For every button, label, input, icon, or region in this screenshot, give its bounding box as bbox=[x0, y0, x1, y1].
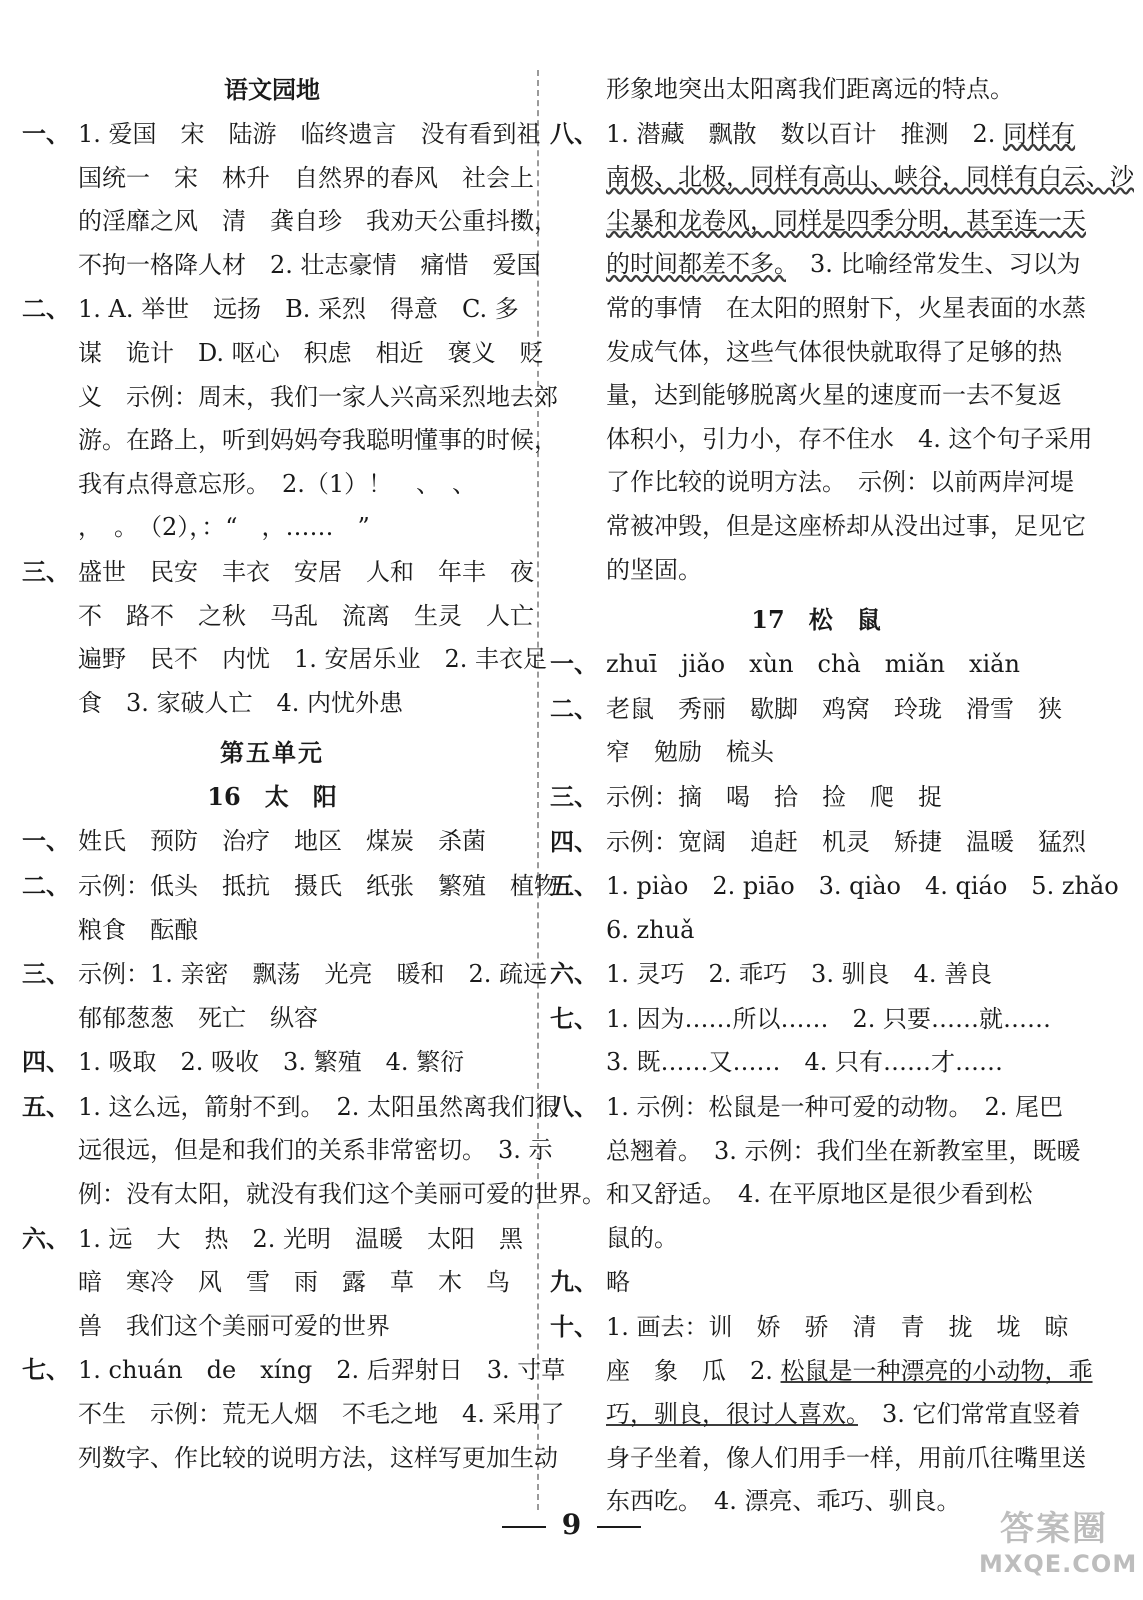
block-label: 一、 bbox=[22, 119, 70, 148]
answer-line: 窄 勉励 梳头 bbox=[606, 738, 774, 767]
right-column bbox=[550, 68, 1134, 1524]
block-label: 三、 bbox=[22, 959, 70, 989]
answer-line: 身子坐着，像人们用手一样，用前爪往嘴里送 bbox=[606, 1443, 1086, 1472]
answer-line: 兽 我们这个美丽可爱的世界 bbox=[78, 1311, 390, 1340]
answer-line: 的坚固。 bbox=[606, 555, 702, 584]
answer-line: 鼠的。 bbox=[606, 1223, 678, 1252]
answer-line: 示例：摘 喝 拾 捡 爬 捉 bbox=[606, 782, 942, 811]
answer-line: 暗 寒冷 风 雪 雨 露 草 木 鸟 bbox=[78, 1268, 510, 1297]
answer-line: 例：没有太阳，就没有我们这个美丽可爱的世界。 bbox=[78, 1180, 606, 1209]
answer-line: 1. 吸取 2. 吸收 3. 繁殖 4. 繁衍 bbox=[78, 1048, 465, 1077]
answer-line: 老鼠 秀丽 歇脚 鸡窝 玲珑 滑雪 狭 bbox=[606, 694, 1062, 723]
answer-line: 不生 示例：荒无人烟 不毛之地 4. 采用了 bbox=[78, 1400, 565, 1429]
block-label: 二、 bbox=[550, 693, 598, 723]
answer-line: zhuī jiǎo xùn chà miǎn xiǎn bbox=[606, 650, 1020, 679]
block-label: 六、 bbox=[22, 1223, 70, 1253]
page-number: 9 bbox=[561, 1508, 582, 1541]
block-label: 四、 bbox=[22, 1047, 70, 1077]
lesson-17-answers bbox=[550, 642, 1119, 1524]
answer-line: 列数字、作比较的说明方法，这样写更加生动 bbox=[78, 1443, 558, 1472]
answer-line: 示例：1. 亲密 飘荡 光亮 暖和 2. 疏远 bbox=[78, 960, 548, 989]
answer-line: 的淫靡之风 清 龚自珍 我劝天公重抖擞， bbox=[78, 207, 558, 236]
block-label: 六、 bbox=[550, 959, 598, 989]
watermark-logo bbox=[979, 1501, 1138, 1578]
block-label: 二、 bbox=[22, 870, 70, 900]
answer-line: 常被冲毁，但是这座桥却从没出过事，足见它 bbox=[606, 511, 1086, 540]
page-footer bbox=[0, 1508, 1143, 1541]
answer-line: 3. 它们常常直竖着 bbox=[858, 1400, 1081, 1429]
watermark-title: 答案圈 bbox=[1000, 1509, 1108, 1549]
highlighted-text: 同样有 bbox=[1003, 119, 1076, 148]
answer-line: 3. 既……又…… 4. 只有……才…… bbox=[606, 1048, 1004, 1077]
answer-line: 示例：低头 抵抗 摄氏 纸张 繁殖 植物 bbox=[78, 871, 558, 900]
answer-line: 体积小，引力小，存不住水 4. 这个句子采用 bbox=[606, 424, 1093, 453]
answer-line: 6. zhuǎ bbox=[606, 915, 695, 944]
footer-dash-right bbox=[597, 1526, 641, 1528]
answer-line: 1. 远 大 热 2. 光明 温暖 太阳 黑 bbox=[78, 1224, 524, 1253]
block-label: 七、 bbox=[22, 1355, 70, 1385]
answer-line: 1. 灵巧 2. 乖巧 3. 驯良 4. 善良 bbox=[606, 960, 993, 989]
answer-line: 1. A. 举世 远扬 B. 采烈 得意 C. 多 bbox=[78, 295, 519, 324]
answer-line: 不 路不 之秋 马乱 流离 生灵 人亡 bbox=[78, 601, 534, 630]
underlined-text: 松鼠是一种漂亮的小动物，乖 bbox=[780, 1356, 1093, 1385]
continued-answer bbox=[550, 68, 1134, 592]
highlighted-text: 尘暴和龙卷风，同样是四季分明，甚至连一天 bbox=[606, 206, 1086, 235]
block-label: 二、 bbox=[22, 294, 70, 324]
block-label: 三、 bbox=[550, 781, 598, 811]
block-label: 九、 bbox=[550, 1267, 598, 1297]
answer-line: 座 象 瓜 2. bbox=[606, 1356, 781, 1385]
answer-line: 遍野 民不 内忧 1. 安居乐业 2. 丰衣足 bbox=[78, 645, 548, 674]
answer-line: 1. 因为……所以…… 2. 只要……就…… bbox=[606, 1004, 1052, 1033]
underlined-text: 巧，驯良，很讨人喜欢。 bbox=[606, 1400, 858, 1429]
answer-line: 食 3. 家破人亡 4. 内忧外患 bbox=[78, 688, 404, 717]
block-label: 八、 bbox=[550, 118, 598, 148]
answer-line: 盛世 民安 丰衣 安居 人和 年丰 夜 bbox=[78, 557, 534, 586]
answer-line: 1. piào 2. piāo 3. qiào 4. qiáo 5. zhǎo bbox=[606, 872, 1119, 901]
answer-block-1 bbox=[22, 112, 558, 287]
block-label: 四、 bbox=[550, 826, 598, 856]
answer-line: 谋 诡计 D. 呕心 积虑 相近 褒义 贬 bbox=[78, 338, 544, 367]
answer-line: 示例：宽阔 追赶 机灵 矫捷 温暖 猛烈 bbox=[606, 827, 1086, 856]
lesson-title: 16 太 阳 bbox=[207, 782, 337, 812]
answer-line: 3. 比喻经常发生、习以为 bbox=[786, 250, 1081, 279]
block-label: 八、 bbox=[550, 1092, 598, 1122]
block-label: 三、 bbox=[22, 556, 70, 586]
block-label: 五、 bbox=[22, 1091, 70, 1121]
answer-block-3 bbox=[22, 550, 548, 725]
lesson-16-answers bbox=[22, 819, 606, 1480]
answer-line: 远很远，但是和我们的关系非常密切。 3. 示 bbox=[78, 1136, 553, 1165]
answer-line: ， 。 （2），：“ ，…… ” bbox=[78, 513, 370, 542]
answer-line: 1. 画去：训 娇 骄 清 青 拢 垅 晾 bbox=[606, 1313, 1069, 1342]
unit-title: 第五单元 bbox=[220, 738, 324, 768]
answer-line: 我有点得意忘形。 2.（1）！ 、 、 bbox=[78, 469, 477, 498]
answer-line: 总翘着。 3. 示例：我们坐在新教室里，既暖 bbox=[606, 1136, 1081, 1165]
answer-line: 东西吃。 4. 漂亮、乖巧、驯良。 bbox=[606, 1487, 961, 1516]
answer-line: 义 示例：周末，我们一家人兴高采烈地去郊 bbox=[78, 382, 558, 411]
answer-line: 发成气体，这些气体很快就取得了足够的热 bbox=[606, 337, 1062, 366]
highlighted-text: 南极、北极，同样有高山、峡谷，同样有白云、沙 bbox=[606, 163, 1134, 192]
answer-line: 1. 示例：松鼠是一种可爱的动物。 2. 尾巴 bbox=[606, 1093, 1064, 1122]
lesson-title: 17 松 鼠 bbox=[751, 605, 881, 635]
section-title: 语文园地 bbox=[224, 75, 320, 104]
answer-line: 1. 这么远，箭射不到。 2. 太阳虽然离我们很 bbox=[78, 1092, 560, 1121]
answer-line: 不拘一格降人材 2. 壮志豪情 痛惜 爱国 bbox=[78, 250, 541, 279]
answer-block-2 bbox=[22, 287, 558, 550]
answer-line: 游。在路上，听到妈妈夸我聪明懂事的时候， bbox=[78, 426, 558, 455]
answer-line: 形象地突出太阳离我们距离远的特点。 bbox=[606, 75, 1014, 103]
answer-line: 1. 潜藏 飘散 数以百计 推测 2. bbox=[606, 119, 1004, 148]
highlighted-text: 的时间都差不多。 bbox=[606, 250, 786, 279]
block-label: 十、 bbox=[550, 1312, 598, 1342]
answer-line: 1. 爱国 宋 陆游 临终遗言 没有看到祖 bbox=[78, 120, 541, 148]
answer-line: 量，达到能够脱离火星的速度而一去不复返 bbox=[606, 381, 1062, 410]
block-label: 一、 bbox=[22, 826, 70, 856]
left-column bbox=[22, 68, 606, 1480]
answer-line: 国统一 宋 林升 自然界的春风 社会上 bbox=[78, 163, 534, 192]
answer-line: 姓氏 预防 治疗 地区 煤炭 杀菌 bbox=[78, 827, 486, 856]
footer-dash-left bbox=[502, 1526, 546, 1528]
watermark-url: MXQE.COM bbox=[979, 1550, 1138, 1578]
answer-line: 和又舒适。 4. 在平原地区是很少看到松 bbox=[606, 1180, 1033, 1209]
answer-line: 常的事情 在太阳的照射下，火星表面的水蒸 bbox=[606, 293, 1086, 322]
answer-line: 了作比较的说明方法。 示例：以前两岸河堤 bbox=[606, 468, 1074, 497]
answer-line: 粮食 酝酿 bbox=[78, 915, 198, 944]
answer-line: 1. chuán de xíng 2. 后羿射日 3. 寸草 bbox=[78, 1356, 566, 1385]
answer-line: 郁郁葱葱 死亡 纵容 bbox=[78, 1003, 318, 1032]
block-label: 一、 bbox=[550, 649, 598, 679]
answer-line: 略 bbox=[606, 1268, 630, 1297]
block-label: 五、 bbox=[550, 871, 598, 901]
block-label: 七、 bbox=[550, 1003, 598, 1033]
